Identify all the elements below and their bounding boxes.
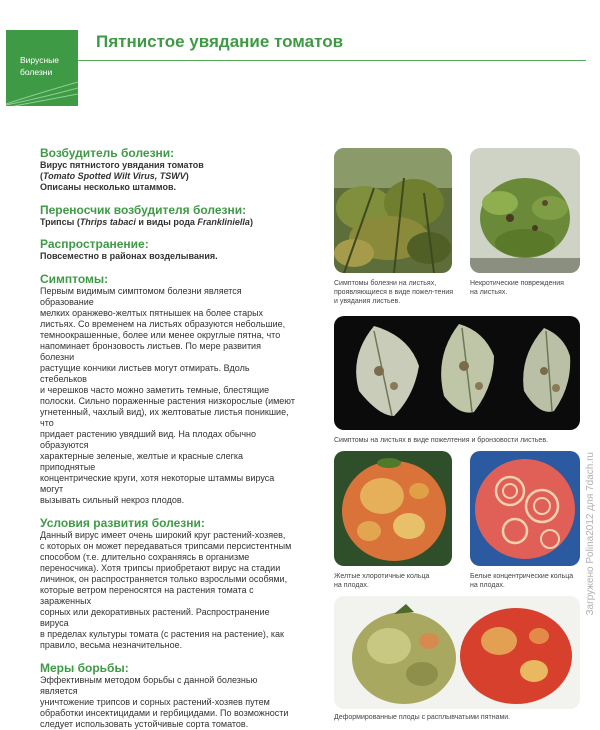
section-symptoms <box>40 272 295 506</box>
caption-yellow-rings: Желтые хлоротичные кольца на плодах. <box>334 573 430 589</box>
section-control <box>40 661 295 730</box>
photo-bronzed-leaves <box>334 316 580 430</box>
photo-wilted-plant <box>334 148 452 273</box>
distribution-text: Повсеместно в районах возделывания. <box>40 251 218 261</box>
watermark: Загружено Polina2012 для 7dach.ru <box>585 452 596 616</box>
caption-wilted-plant: Симптомы болезни на листьях, проявляющиеся в виде пожел-тения и увядания листьев. <box>334 280 454 305</box>
photo-necrotic-leaves <box>470 148 580 273</box>
page-title: Пятнистое увядание томатов <box>96 32 344 51</box>
section-heading: Возбудитель болезни: <box>40 146 175 160</box>
grass-lines-icon <box>6 76 78 106</box>
category-badge-label: Вирусные болезни <box>20 55 59 77</box>
section-pathogen <box>40 146 295 193</box>
symptoms-body: Первым видимым симптомом болезни является образование мелких оранжево-желтых пятнышек на более старых листьях. Со временем на листьях образуются небольшие, темноокрашенные, более или менее округлые пятна, что напоминает бронзовость листьев. По мере развития болезни растущие кончики листьев могут отмирать. Вдоль стебельков и черешков часто можно заметить темные, блестящие полоски. Сильно пораженные растения низкорослые (имеют угнетенный, чахлый вид), их желтоватые листья поникшие, что придает растению увядший вид. На плодах обычно образуются характерные зеленые, желтые и красные слегка приподнятые концентрические круги, хотя некоторые штаммы вируса могут вызывать сильный некроз плодов. <box>40 286 295 505</box>
conditions-body: Данный вирус имеет очень широкий круг растений-хозяев, с которых он может передаваться трипсами персистентным способом (т.е. длительно сохраняясь в организме переносчика). Хотя трипсы приобретают вирус на стадии личинок, он распространяется только взрослыми особями, которые ветром переносятся на растения томата с зараженных сорных или декоративных растений. Распространение вируса в пределах культуры томата (с растения на растение), как правило, весьма незначительное. <box>40 530 292 650</box>
caption-white-rings: Белые концентрические кольца на плодах. <box>470 573 574 589</box>
control-body: Эффективным методом борьбы с данной болезнью является уничтожение трипсов и сорных растений-хозяев путем обработки инсектицидами и гербицидами. По возможности следует использовать устойчивые сорта томатов. <box>40 675 289 729</box>
photo-white-rings <box>470 451 580 566</box>
caption-deformed-fruits: Деформированные плоды с расплывчатыми пятнами. <box>334 714 511 721</box>
section-distribution <box>40 237 295 262</box>
section-heading: Переносчик возбудителя болезни: <box>40 203 247 217</box>
photo-deformed-fruits <box>334 596 580 709</box>
caption-bronzed-leaves: Симптомы на листьях в виде пожелтения и бронзовости листьев. <box>334 437 548 444</box>
section-heading: Меры борьбы: <box>40 661 129 675</box>
photo-yellow-rings <box>334 451 452 566</box>
section-heading: Распространение: <box>40 237 149 251</box>
pathogen-line-3: Описаны несколько штаммов. <box>40 182 176 192</box>
section-conditions <box>40 516 295 651</box>
header-rule <box>78 60 586 61</box>
section-vector <box>40 203 295 228</box>
section-heading: Симптомы: <box>40 272 109 286</box>
pathogen-line-1: Вирус пятнистого увядания томатов <box>40 160 204 170</box>
caption-necrotic-leaves: Некротические повреждения на листьях. <box>470 280 564 296</box>
text-column <box>40 146 295 730</box>
category-badge <box>6 30 78 106</box>
pathogen-line-2: (Tomato Spotted Wilt Virus, TSWV) <box>40 171 189 181</box>
section-heading: Условия развития болезни: <box>40 516 205 530</box>
vector-text: Трипсы (Thrips tabaci и виды рода Frankliniella) <box>40 217 253 227</box>
